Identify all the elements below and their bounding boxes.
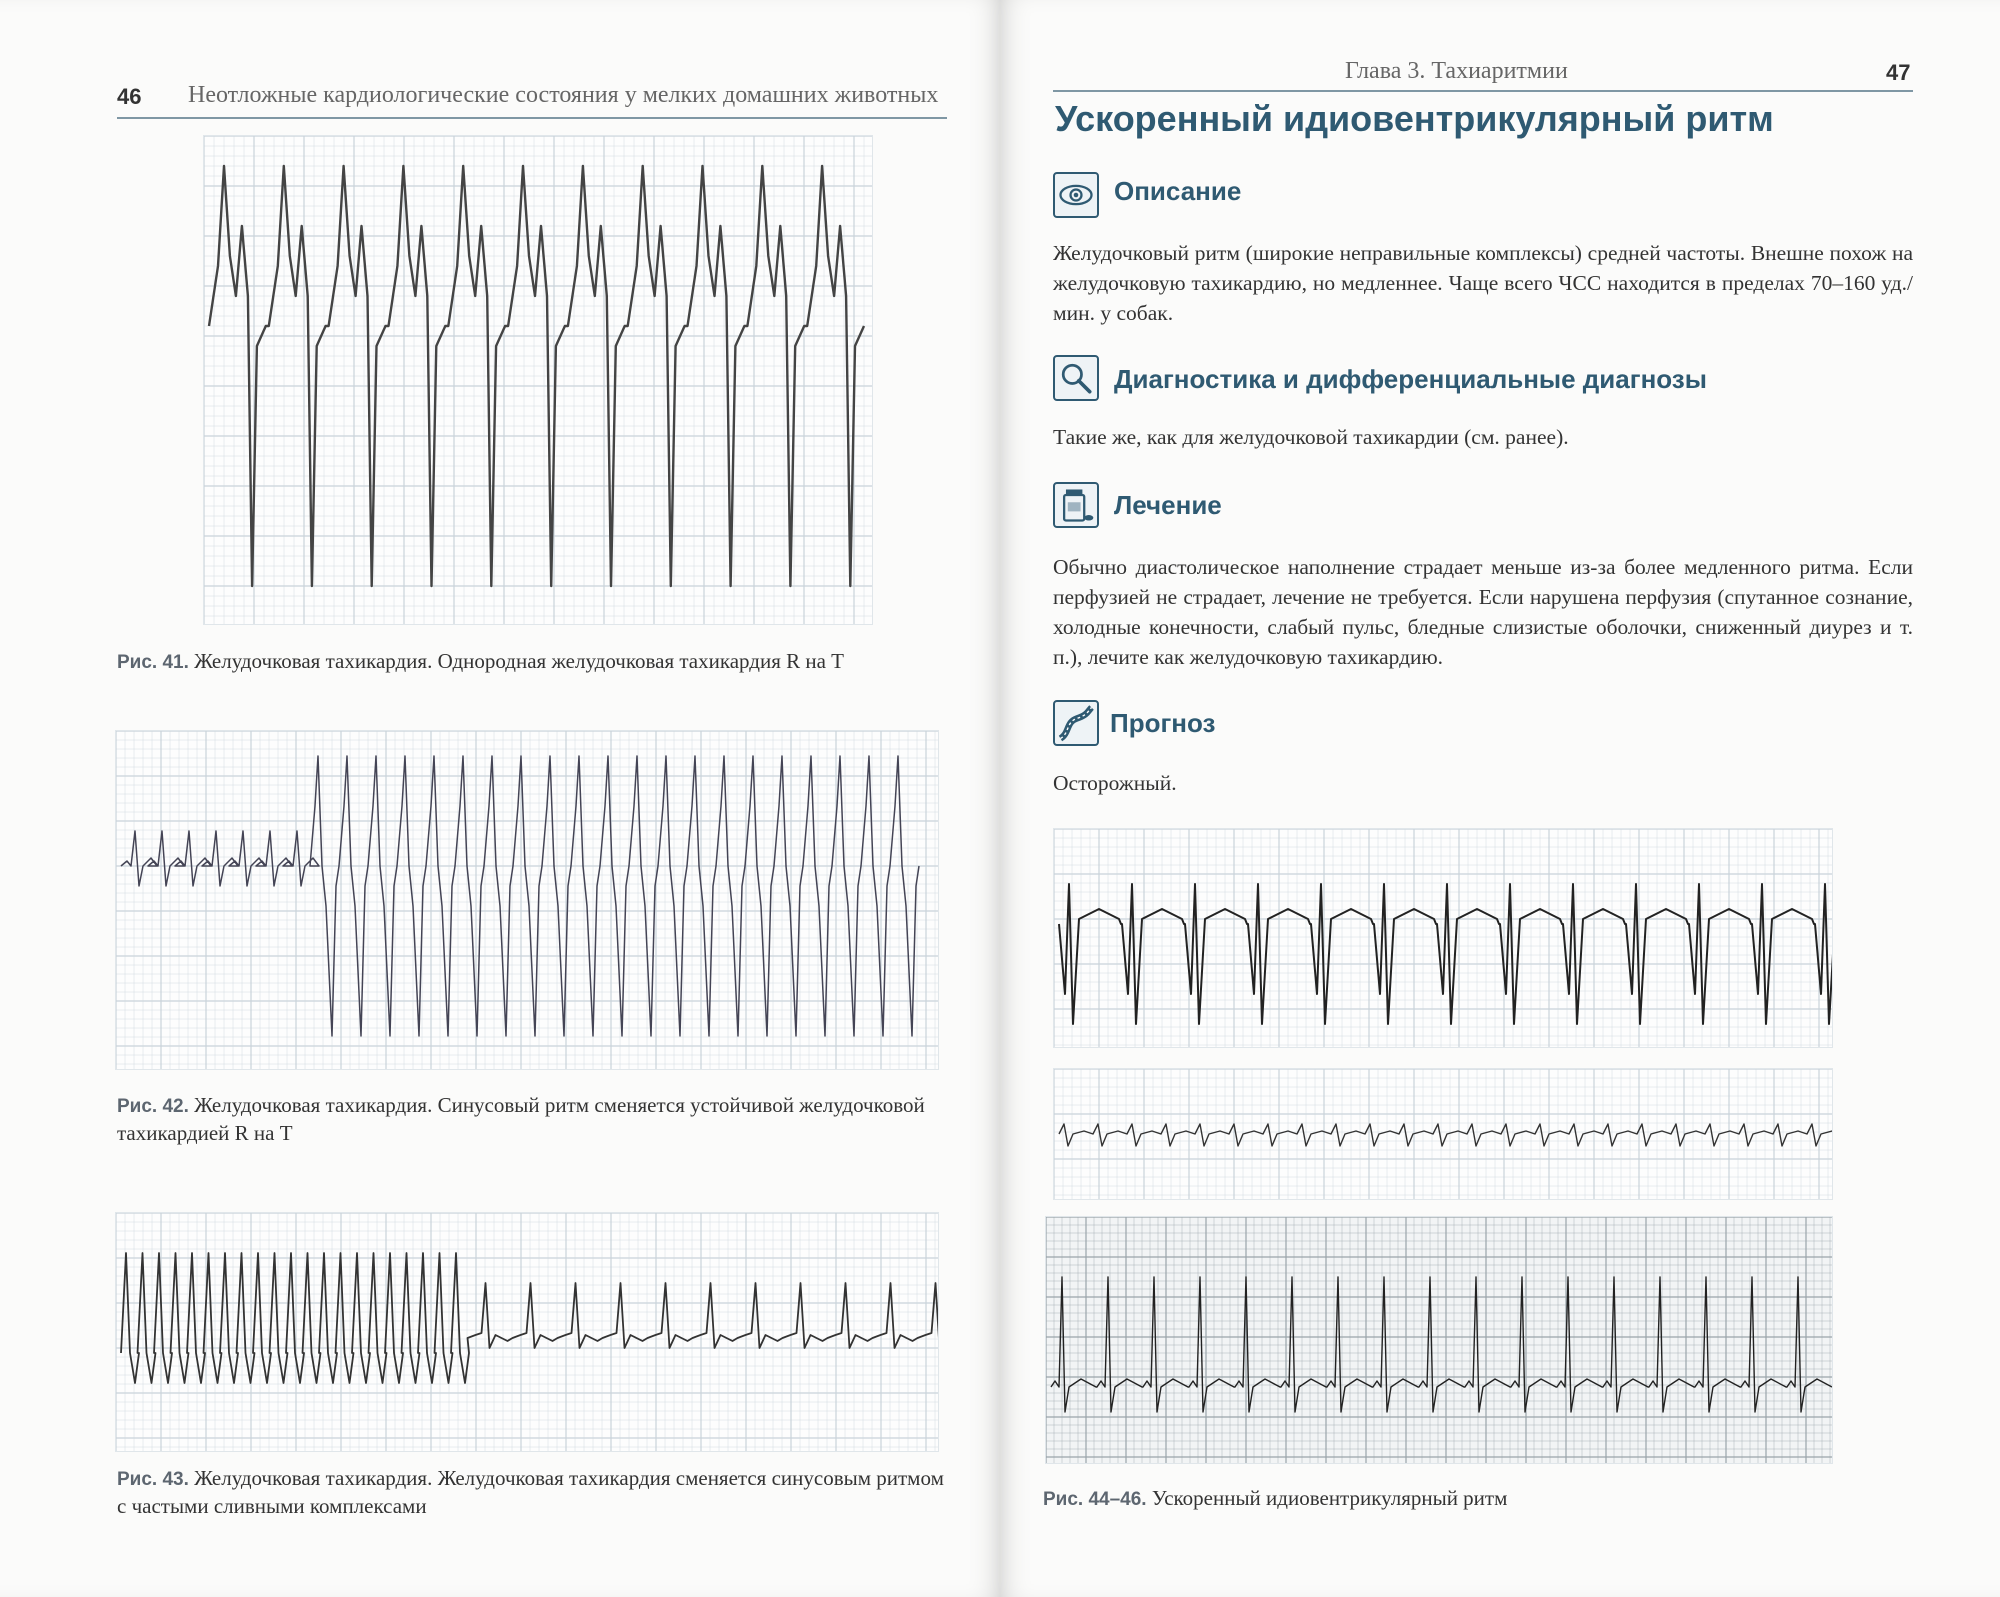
ecg-figure-42	[115, 730, 939, 1070]
ecg-figure-41	[203, 135, 873, 625]
ecg-figure-43	[115, 1212, 939, 1452]
magnifier-icon	[1053, 355, 1099, 401]
ecg-figure-44	[1053, 828, 1833, 1048]
ecg-strip-45	[1054, 1069, 1832, 1199]
ecg-figure-46	[1045, 1216, 1833, 1464]
section-text-prognosis: Осторожный.	[1053, 771, 1177, 795]
ecg-trace	[1059, 1124, 1832, 1146]
ecg-strip-41	[204, 136, 872, 624]
page-number: 47	[1886, 60, 1911, 85]
figure-44-46-caption	[1043, 1485, 1923, 1513]
section-heading-treatment: Лечение	[1114, 490, 1222, 520]
ecg-grid	[1054, 829, 1832, 1047]
figure-label: Рис. 42.	[117, 1096, 189, 1117]
header-rule	[117, 117, 947, 119]
figure-label: Рис. 43.	[117, 1469, 189, 1490]
figure-42-caption	[117, 1092, 947, 1147]
eye-icon	[1053, 172, 1099, 218]
figure-43-caption	[117, 1465, 947, 1520]
ecg-strip-46	[1046, 1217, 1832, 1463]
ecg-grid	[116, 731, 938, 1069]
ecg-trace	[1059, 884, 1832, 1024]
pill-bottle-icon	[1053, 482, 1099, 528]
ecg-trace	[121, 1253, 938, 1383]
running-header: Неотложные кардиологические состояния у мелких домашних животных	[188, 82, 939, 108]
page-title: Ускоренный идиовентрикулярный ритм	[1055, 98, 1774, 139]
road-icon	[1053, 700, 1099, 746]
ecg-strip-44	[1054, 829, 1832, 1047]
section-text-treatment: Обычно диастолическое наполнение страдает меньше из-за более медленного ритма. Если перфузией не страдает, лечение не требуется. Если нарушена перфузия (спутанное сознание, холодные конечности, слабый пульс, бледные слизистые оболочки, сниженный диурез и т. п.), лечите как желудочковую тахикардию.	[1053, 555, 1913, 669]
figure-caption-text: Желудочковая тахикардия. Синусовый ритм сменяется устойчивой желудочковой тахикардией R на T	[117, 1093, 925, 1145]
ecg-strip-42	[116, 731, 938, 1069]
figure-label: Рис. 44–46.	[1043, 1489, 1147, 1510]
section-heading-prognosis: Прогноз	[1110, 708, 1216, 738]
ecg-grid	[1046, 1217, 1832, 1463]
section-heading-description: Описание	[1114, 176, 1242, 206]
section-text-description: Желудочковый ритм (широкие неправильные комплексы) средней частоты. Внешне похож на желудочковую тахикардию, но медленнее. Чаще всего ЧСС находится в пределах 70–160 уд./мин. у собак.	[1053, 241, 1913, 325]
figure-label: Рис. 41.	[117, 652, 189, 673]
running-header: Глава 3. Тахиаритмии	[1345, 58, 1568, 84]
ecg-figure-45	[1053, 1068, 1833, 1200]
ecg-grid	[1054, 1069, 1832, 1199]
ecg-trace	[121, 756, 919, 1036]
figure-caption-text: Желудочковая тахикардия. Желудочковая тахикардия сменяется синусовым ритмом с частыми сливными комплексами	[117, 1466, 944, 1518]
ecg-grid	[204, 136, 872, 624]
figure-caption-text: Желудочковая тахикардия. Однородная желудочковая тахикардия R на T	[194, 649, 845, 673]
header-rule	[1053, 90, 1913, 92]
section-text-diagnostics: Такие же, как для желудочковой тахикардии (см. ранее).	[1053, 425, 1569, 449]
section-heading-diagnostics: Диагностика и дифференциальные диагнозы	[1114, 364, 1707, 394]
figure-41-caption	[117, 648, 947, 676]
figure-caption-text: Ускоренный идиовентрикулярный ритм	[1151, 1486, 1508, 1510]
page-number: 46	[117, 84, 142, 109]
ecg-strip-43	[116, 1213, 938, 1451]
